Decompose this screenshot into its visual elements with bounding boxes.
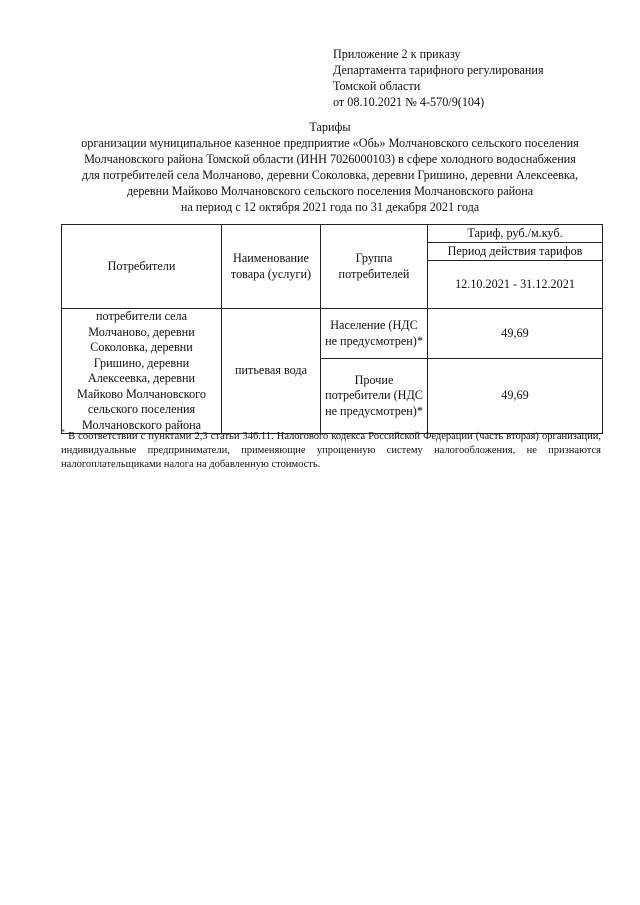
document-title [40, 119, 620, 215]
header-period: 12.10.2021 - 31.12.2021 [428, 261, 603, 309]
header-period-label: Период действия тарифов [428, 243, 603, 261]
title-line: деревни Майково Молчановского сельского поселения Молчановского района [126, 184, 534, 198]
group-cell: Население (НДС не предусмотрен)* [321, 309, 428, 359]
appendix-line: Департамента тарифного регулирования [333, 63, 544, 77]
tariff-value-cell: 49,69 [428, 359, 603, 434]
appendix-reference [333, 46, 623, 110]
tariff-value-cell: 49,69 [428, 309, 603, 359]
title-line: на период с 12 октября 2021 года по 31 декабря 2021 года [180, 200, 480, 214]
appendix-line: Томской области [333, 79, 421, 93]
tariff-table [61, 224, 603, 434]
footnote-text: В соответствии с пунктами 2,3 статьи 346.11. Налогового кодекса Российской Федерации (часть вторая) организации, индивидуальные предприниматели, применяющие упрощенную систему налогообложения, не признаются налогоплательщиками налога на добавленную стоимость. [61, 431, 602, 470]
consumers-cell: потребители села Молчаново, деревни Соколовка, деревни Гришино, деревни Алексеевка, деревни Майково Молчановского сельского поселения Молчановского района [62, 309, 222, 434]
appendix-line: Приложение 2 к приказу [333, 47, 461, 61]
title-line: Молчановского района Томской области (ИНН 7026000103) в сфере холодного водоснабжения [84, 152, 576, 166]
footnote-mark: * [61, 427, 65, 437]
title-line: для потребителей села Молчаново, деревни Соколовка, деревни Гришино, деревни Алексеевка, [81, 168, 579, 182]
header-group: Группа потребителей [321, 225, 428, 309]
header-tariff: Тариф, руб./м.куб. [428, 225, 603, 243]
header-consumers: Потребители [62, 225, 222, 309]
title-heading: Тарифы [309, 120, 351, 134]
group-cell: Прочие потребители (НДС не предусмотрен)* [321, 359, 428, 434]
appendix-line: от 08.10.2021 № 4-570/9(104) [333, 95, 485, 109]
footnote [61, 427, 602, 472]
title-line: организации муниципальное казенное предприятие «Обь» Молчановского сельского поселения [81, 136, 579, 150]
header-product: Наименование товара (услуги) [222, 225, 321, 309]
product-cell: питьевая вода [222, 309, 321, 434]
